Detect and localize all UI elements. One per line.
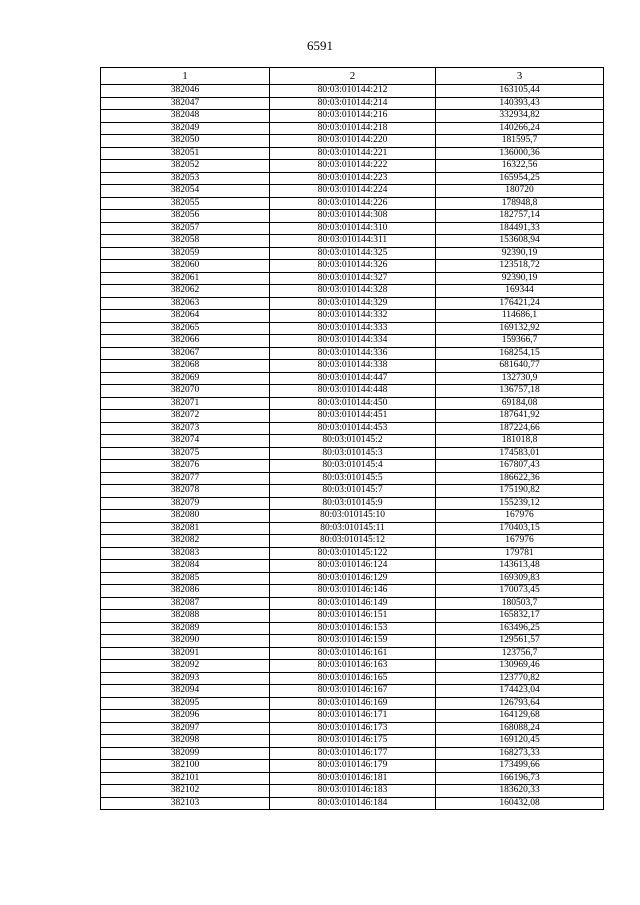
cadastral-number-cell: 80:03:010146:159 (270, 635, 436, 648)
table-row (101, 622, 604, 635)
cadastral-number-cell: 80:03:010144:226 (270, 197, 436, 210)
table-row (101, 285, 604, 298)
table-row (101, 372, 604, 385)
row-number-cell: 382087 (101, 597, 270, 610)
cadastral-number-cell: 80:03:010146:167 (270, 685, 436, 698)
column-header-3: 3 (436, 68, 604, 85)
cadastral-number-cell: 80:03:010145:9 (270, 497, 436, 510)
value-cell: 155239,12 (436, 497, 604, 510)
value-cell: 176421,24 (436, 297, 604, 310)
table-row (101, 647, 604, 660)
table-row (101, 410, 604, 423)
value-cell: 181018,8 (436, 435, 604, 448)
value-cell: 186622,36 (436, 472, 604, 485)
cadastral-number-cell: 80:03:010146:146 (270, 585, 436, 598)
cadastral-number-cell: 80:03:010144:218 (270, 122, 436, 135)
row-number-cell: 382068 (101, 360, 270, 373)
value-cell: 123518,72 (436, 260, 604, 273)
row-number-cell: 382072 (101, 410, 270, 423)
table-row (101, 797, 604, 810)
row-number-cell: 382063 (101, 297, 270, 310)
cadastral-number-cell: 80:03:010144:222 (270, 160, 436, 173)
row-number-cell: 382086 (101, 585, 270, 598)
table-row (101, 747, 604, 760)
table-row (101, 222, 604, 235)
row-number-cell: 382079 (101, 497, 270, 510)
row-number-cell: 382074 (101, 435, 270, 448)
cadastral-number-cell: 80:03:010146:124 (270, 560, 436, 573)
row-number-cell: 382094 (101, 685, 270, 698)
row-number-cell: 382052 (101, 160, 270, 173)
row-number-cell: 382075 (101, 447, 270, 460)
row-number-cell: 382093 (101, 672, 270, 685)
table-body (101, 85, 604, 810)
cadastral-number-cell: 80:03:010144:220 (270, 135, 436, 148)
value-cell: 69184,08 (436, 397, 604, 410)
cadastral-number-cell: 80:03:010146:173 (270, 722, 436, 735)
row-number-cell: 382101 (101, 772, 270, 785)
value-cell: 153608,94 (436, 235, 604, 248)
value-cell: 129561,57 (436, 635, 604, 648)
table-row (101, 635, 604, 648)
table-row (101, 697, 604, 710)
row-number-cell: 382069 (101, 372, 270, 385)
value-cell: 180503,7 (436, 597, 604, 610)
cadastral-number-cell: 80:03:010144:308 (270, 210, 436, 223)
row-number-cell: 382095 (101, 697, 270, 710)
cadastral-number-cell: 80:03:010144:328 (270, 285, 436, 298)
table-row (101, 710, 604, 723)
row-number-cell: 382046 (101, 85, 270, 98)
row-number-cell: 382053 (101, 172, 270, 185)
value-cell: 332934,82 (436, 110, 604, 123)
row-number-cell: 382100 (101, 760, 270, 773)
value-cell: 130969,46 (436, 660, 604, 673)
table-row (101, 660, 604, 673)
table-row (101, 85, 604, 98)
cadastral-number-cell: 80:03:010146:169 (270, 697, 436, 710)
value-cell: 126793,64 (436, 697, 604, 710)
value-cell: 170403,15 (436, 522, 604, 535)
cadastral-number-cell: 80:03:010144:448 (270, 385, 436, 398)
table-row (101, 297, 604, 310)
row-number-cell: 382102 (101, 785, 270, 798)
table-row (101, 485, 604, 498)
row-number-cell: 382091 (101, 647, 270, 660)
table-row (101, 460, 604, 473)
cadastral-number-cell: 80:03:010146:129 (270, 572, 436, 585)
table-row (101, 672, 604, 685)
table-row (101, 510, 604, 523)
value-cell: 143613,48 (436, 560, 604, 573)
table-row (101, 135, 604, 148)
column-header-1: 1 (101, 68, 270, 85)
cadastral-number-cell: 80:03:010144:212 (270, 85, 436, 98)
column-header-2: 2 (270, 68, 436, 85)
value-cell: 123756,7 (436, 647, 604, 660)
value-cell: 140393,43 (436, 97, 604, 110)
row-number-cell: 382083 (101, 547, 270, 560)
table-row (101, 610, 604, 623)
table-row (101, 435, 604, 448)
table-row (101, 260, 604, 273)
value-cell: 170073,45 (436, 585, 604, 598)
cadastral-number-cell: 80:03:010146:177 (270, 747, 436, 760)
table-row (101, 172, 604, 185)
row-number-cell: 382051 (101, 147, 270, 160)
row-number-cell: 382066 (101, 335, 270, 348)
table-row (101, 385, 604, 398)
value-cell: 167807,43 (436, 460, 604, 473)
row-number-cell: 382059 (101, 247, 270, 260)
table-row (101, 347, 604, 360)
cadastral-number-cell: 80:03:010145:122 (270, 547, 436, 560)
value-cell: 140266,24 (436, 122, 604, 135)
row-number-cell: 382103 (101, 797, 270, 810)
cadastral-number-cell: 80:03:010144:451 (270, 410, 436, 423)
row-number-cell: 382081 (101, 522, 270, 535)
cadastral-number-cell: 80:03:010144:332 (270, 310, 436, 323)
value-cell: 175190,82 (436, 485, 604, 498)
cadastral-number-cell: 80:03:010144:338 (270, 360, 436, 373)
row-number-cell: 382058 (101, 235, 270, 248)
cadastral-number-cell: 80:03:010144:223 (270, 172, 436, 185)
value-cell: 163496,25 (436, 622, 604, 635)
value-cell: 92390,19 (436, 272, 604, 285)
value-cell: 169309,83 (436, 572, 604, 585)
cadastral-number-cell: 80:03:010146:181 (270, 772, 436, 785)
row-number-cell: 382047 (101, 97, 270, 110)
cadastral-number-cell: 80:03:010146:153 (270, 622, 436, 635)
cadastral-number-cell: 80:03:010145:10 (270, 510, 436, 523)
cadastral-number-cell: 80:03:010145:12 (270, 535, 436, 548)
row-number-cell: 382078 (101, 485, 270, 498)
value-cell: 168088,24 (436, 722, 604, 735)
cadastral-number-cell: 80:03:010146:175 (270, 735, 436, 748)
cadastral-number-cell: 80:03:010146:184 (270, 797, 436, 810)
row-number-cell: 382089 (101, 622, 270, 635)
row-number-cell: 382048 (101, 110, 270, 123)
row-number-cell: 382080 (101, 510, 270, 523)
cadastral-number-cell: 80:03:010144:310 (270, 222, 436, 235)
row-number-cell: 382096 (101, 710, 270, 723)
table-row (101, 560, 604, 573)
value-cell: 114686,1 (436, 310, 604, 323)
row-number-cell: 382090 (101, 635, 270, 648)
cadastral-number-cell: 80:03:010144:216 (270, 110, 436, 123)
table-row (101, 572, 604, 585)
row-number-cell: 382088 (101, 610, 270, 623)
row-number-cell: 382085 (101, 572, 270, 585)
cadastral-number-cell: 80:03:010145:3 (270, 447, 436, 460)
value-cell: 174423,04 (436, 685, 604, 698)
table-header-row (101, 68, 604, 85)
value-cell: 136757,18 (436, 385, 604, 398)
table-row (101, 722, 604, 735)
cadastral-number-cell: 80:03:010146:183 (270, 785, 436, 798)
data-table (100, 67, 604, 810)
cadastral-number-cell: 80:03:010144:450 (270, 397, 436, 410)
row-number-cell: 382054 (101, 185, 270, 198)
table-row (101, 160, 604, 173)
cadastral-number-cell: 80:03:010144:327 (270, 272, 436, 285)
cadastral-number-cell: 80:03:010146:165 (270, 672, 436, 685)
cadastral-number-cell: 80:03:010144:326 (270, 260, 436, 273)
cadastral-number-cell: 80:03:010146:161 (270, 647, 436, 660)
table-row (101, 272, 604, 285)
table-row (101, 397, 604, 410)
value-cell: 180720 (436, 185, 604, 198)
row-number-cell: 382082 (101, 535, 270, 548)
cadastral-number-cell: 80:03:010146:149 (270, 597, 436, 610)
value-cell: 169132,92 (436, 322, 604, 335)
table-row (101, 360, 604, 373)
row-number-cell: 382097 (101, 722, 270, 735)
table-row (101, 535, 604, 548)
value-cell: 182757,14 (436, 210, 604, 223)
cadastral-number-cell: 80:03:010144:336 (270, 347, 436, 360)
table-row (101, 97, 604, 110)
cadastral-number-cell: 80:03:010145:2 (270, 435, 436, 448)
value-cell: 169344 (436, 285, 604, 298)
value-cell: 179781 (436, 547, 604, 560)
row-number-cell: 382049 (101, 122, 270, 135)
row-number-cell: 382067 (101, 347, 270, 360)
table-row (101, 447, 604, 460)
cadastral-number-cell: 80:03:010146:151 (270, 610, 436, 623)
table-row (101, 547, 604, 560)
table-row (101, 772, 604, 785)
value-cell: 167976 (436, 510, 604, 523)
value-cell: 167976 (436, 535, 604, 548)
row-number-cell: 382099 (101, 747, 270, 760)
value-cell: 173499,66 (436, 760, 604, 773)
row-number-cell: 382076 (101, 460, 270, 473)
table-row (101, 522, 604, 535)
row-number-cell: 382092 (101, 660, 270, 673)
cadastral-number-cell: 80:03:010146:179 (270, 760, 436, 773)
cadastral-number-cell: 80:03:010144:221 (270, 147, 436, 160)
cadastral-number-cell: 80:03:010144:447 (270, 372, 436, 385)
row-number-cell: 382070 (101, 385, 270, 398)
table-row (101, 197, 604, 210)
cadastral-number-cell: 80:03:010144:224 (270, 185, 436, 198)
cadastral-number-cell: 80:03:010146:171 (270, 710, 436, 723)
row-number-cell: 382064 (101, 310, 270, 323)
row-number-cell: 382057 (101, 222, 270, 235)
cadastral-number-cell: 80:03:010144:214 (270, 97, 436, 110)
table-row (101, 760, 604, 773)
row-number-cell: 382055 (101, 197, 270, 210)
table-row (101, 497, 604, 510)
table-row (101, 210, 604, 223)
row-number-cell: 382056 (101, 210, 270, 223)
value-cell: 16322,56 (436, 160, 604, 173)
value-cell: 178948,8 (436, 197, 604, 210)
page-number: 6591 (307, 38, 333, 53)
value-cell: 181595,7 (436, 135, 604, 148)
value-cell: 169120,45 (436, 735, 604, 748)
table-row (101, 422, 604, 435)
value-cell: 166196,73 (436, 772, 604, 785)
table-row (101, 472, 604, 485)
row-number-cell: 382061 (101, 272, 270, 285)
table-row (101, 685, 604, 698)
row-number-cell: 382065 (101, 322, 270, 335)
cadastral-number-cell: 80:03:010144:334 (270, 335, 436, 348)
value-cell: 187224,66 (436, 422, 604, 435)
table-row (101, 585, 604, 598)
value-cell: 164129,68 (436, 710, 604, 723)
value-cell: 163105,44 (436, 85, 604, 98)
table-row (101, 322, 604, 335)
table-row (101, 335, 604, 348)
table-row (101, 310, 604, 323)
value-cell: 184491,33 (436, 222, 604, 235)
table-row (101, 110, 604, 123)
table-row (101, 247, 604, 260)
row-number-cell: 382077 (101, 472, 270, 485)
value-cell: 187641,92 (436, 410, 604, 423)
value-cell: 123770,82 (436, 672, 604, 685)
table-row (101, 185, 604, 198)
value-cell: 168273,33 (436, 747, 604, 760)
cadastral-number-cell: 80:03:010146:163 (270, 660, 436, 673)
row-number-cell: 382062 (101, 285, 270, 298)
row-number-cell: 382073 (101, 422, 270, 435)
cadastral-number-cell: 80:03:010144:333 (270, 322, 436, 335)
value-cell: 159366,7 (436, 335, 604, 348)
table-row (101, 785, 604, 798)
row-number-cell: 382084 (101, 560, 270, 573)
table-row (101, 122, 604, 135)
row-number-cell: 382050 (101, 135, 270, 148)
cadastral-number-cell: 80:03:010145:11 (270, 522, 436, 535)
value-cell: 165954,25 (436, 172, 604, 185)
cadastral-number-cell: 80:03:010145:5 (270, 472, 436, 485)
table-row (101, 735, 604, 748)
value-cell: 168254,15 (436, 347, 604, 360)
row-number-cell: 382071 (101, 397, 270, 410)
table-row (101, 147, 604, 160)
value-cell: 92390,19 (436, 247, 604, 260)
table-row (101, 235, 604, 248)
cadastral-number-cell: 80:03:010145:7 (270, 485, 436, 498)
value-cell: 136000,36 (436, 147, 604, 160)
value-cell: 174583,01 (436, 447, 604, 460)
value-cell: 160432,08 (436, 797, 604, 810)
cadastral-number-cell: 80:03:010144:453 (270, 422, 436, 435)
value-cell: 183620,33 (436, 785, 604, 798)
value-cell: 132730,9 (436, 372, 604, 385)
cadastral-number-cell: 80:03:010144:311 (270, 235, 436, 248)
cadastral-number-cell: 80:03:010144:325 (270, 247, 436, 260)
row-number-cell: 382098 (101, 735, 270, 748)
value-cell: 681640,77 (436, 360, 604, 373)
value-cell: 165832,17 (436, 610, 604, 623)
row-number-cell: 382060 (101, 260, 270, 273)
cadastral-number-cell: 80:03:010144:329 (270, 297, 436, 310)
table-row (101, 597, 604, 610)
cadastral-number-cell: 80:03:010145:4 (270, 460, 436, 473)
